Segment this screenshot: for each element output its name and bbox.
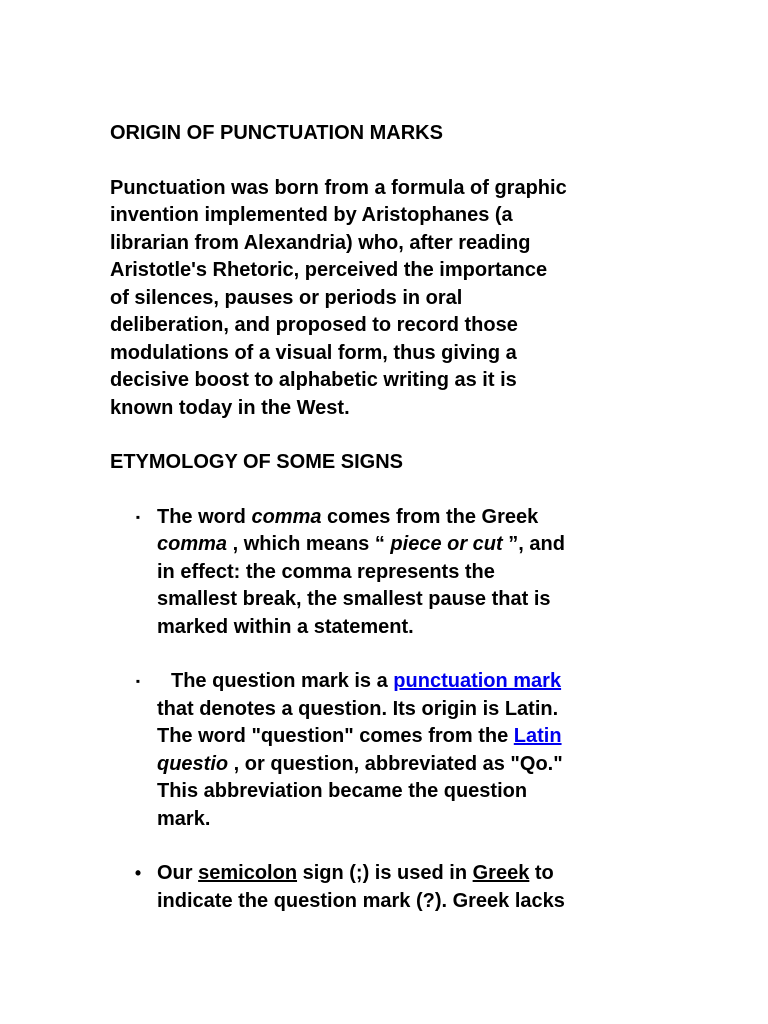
intro-line: deliberation, and proposed to record those bbox=[110, 314, 518, 336]
square-bullet-icon: ▪ bbox=[135, 674, 141, 688]
comma-term: comma bbox=[251, 505, 322, 528]
question-line-1: The question mark is a punctuation mark bbox=[171, 670, 562, 692]
comma-line-4: smallest break, the smallest pause that is bbox=[157, 588, 551, 610]
page-title: ORIGIN OF PUNCTUATION MARKS bbox=[110, 122, 443, 144]
intro-line: Aristotle's Rhetoric, perceived the importance bbox=[110, 259, 548, 281]
section-heading: ETYMOLOGY OF SOME SIGNS bbox=[110, 451, 403, 473]
question-line-3: The word "question" comes from the Latin bbox=[157, 725, 562, 747]
latin-link[interactable]: Latin bbox=[513, 725, 562, 747]
round-bullet-icon: • bbox=[134, 863, 142, 883]
semicolon-line-1: Our semicolon sign (;) is used in Greek to bbox=[157, 862, 554, 884]
question-line-2: that denotes a question. Its origin is Latin. bbox=[157, 697, 559, 720]
greek-link[interactable]: Greek bbox=[472, 862, 530, 884]
punctuation-mark-link[interactable]: punctuation mark bbox=[393, 670, 562, 692]
comma-line-2: comma , which means “ piece or cut ”, and bbox=[157, 533, 565, 555]
intro-line: invention implemented by Aristophanes (a bbox=[110, 204, 513, 226]
semicolon-link[interactable]: semicolon bbox=[198, 862, 298, 884]
intro-line: known today in the West. bbox=[110, 396, 350, 419]
intro-line: modulations of a visual form, thus giving a bbox=[110, 341, 517, 364]
comma-greek-term: comma bbox=[157, 533, 228, 555]
question-line-4: questio , or question, abbreviated as "Qo." bbox=[157, 752, 563, 775]
comma-line-1: The word comma comes from the Greek bbox=[157, 505, 539, 528]
comma-line-5: marked within a statement. bbox=[157, 615, 414, 638]
intro-line: Punctuation was born from a formula of graphic bbox=[110, 176, 567, 199]
question-line-6: mark. bbox=[157, 807, 211, 830]
list-item-semicolon bbox=[110, 860, 670, 915]
etymology-list bbox=[110, 504, 670, 916]
square-bullet-icon: ▪ bbox=[135, 509, 141, 524]
comma-meaning: piece or cut bbox=[390, 533, 503, 555]
list-item-comma bbox=[110, 504, 670, 642]
semicolon-line-2: indicate the question mark (?). Greek lacks bbox=[157, 889, 565, 912]
questio-term: questio bbox=[157, 752, 229, 775]
intro-line: librarian from Alexandria) who, after reading bbox=[110, 231, 531, 254]
list-item-question-mark bbox=[110, 668, 670, 833]
intro-paragraph bbox=[110, 175, 670, 423]
question-line-5: This abbreviation became the question bbox=[157, 780, 528, 802]
comma-line-3: in effect: the comma represents the bbox=[157, 560, 495, 583]
intro-line: decisive boost to alphabetic writing as it is bbox=[110, 369, 517, 391]
intro-line: of silences, pauses or periods in oral bbox=[110, 286, 463, 309]
document-body bbox=[110, 120, 670, 942]
